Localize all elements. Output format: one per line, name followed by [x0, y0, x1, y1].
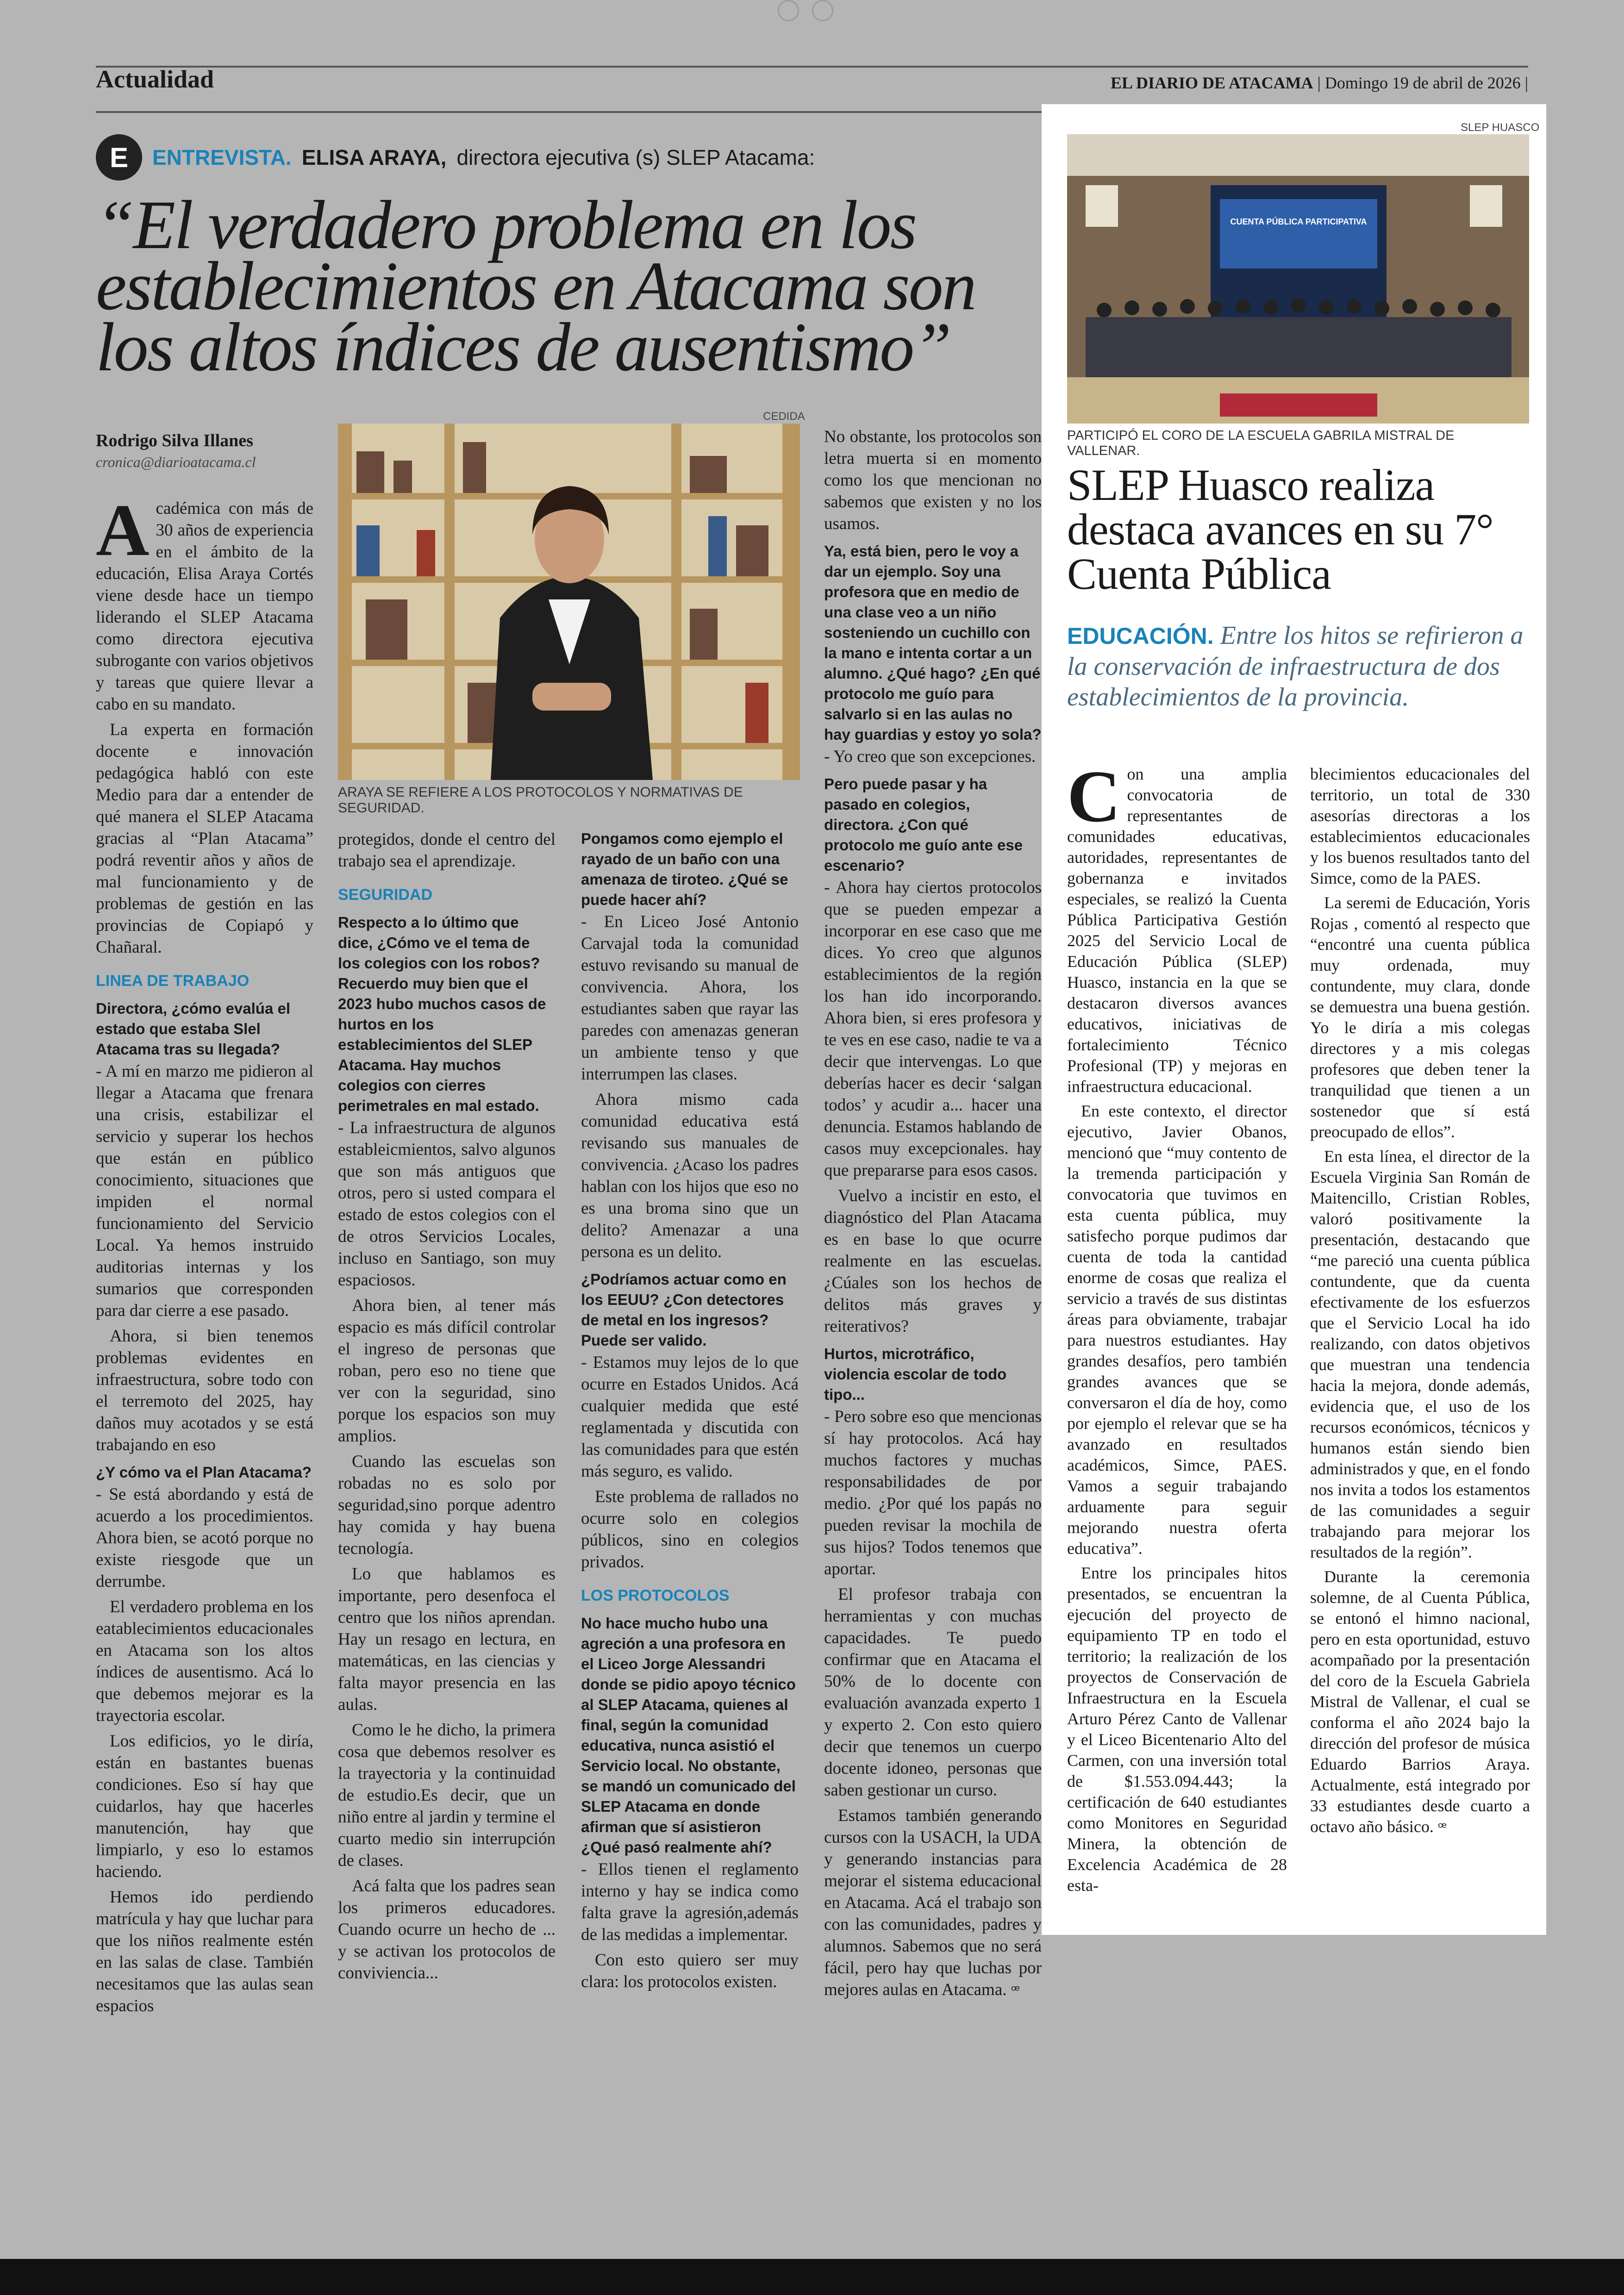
side-kicker: EDUCACIÓN.	[1067, 623, 1214, 649]
paragraph: - En Liceo José Antonio Carvajal toda la comunidad estuvo revisando su manual de convivencia. Ahora, los estudiantes saben que rayar las paredes con amenazas generan un ambiente tenso y que interrumpen las clases.	[581, 912, 799, 1084]
question: Ya, está bien, pero le voy a dar un ejemplo. Soy una profesora que en medio de una clase veo a un niño sosteniendo un cuchillo con la mano e intenta cortar a un alumno. ¿Qué hago? ¿En qué protocolo me guío para salvarlo si en las aulas no hay guardias y estoy yo sola?	[824, 543, 1042, 743]
interview-column-4	[824, 426, 1042, 2005]
end-mark-icon: ꟹ	[1011, 1983, 1020, 1998]
paragraph: Con esto quiero ser muy clara: los protocolos existen.	[581, 1951, 799, 1991]
group-photo-image	[1067, 134, 1529, 424]
photo-caption: ARAYA SE REFIERE A LOS PROTOCOLOS Y NORMATIVAS DE SEGURIDAD.	[338, 785, 743, 816]
end-mark-icon: ꟹ	[1437, 1820, 1447, 1835]
side-photo	[1067, 134, 1529, 424]
paragraph: Acá falta que los padres sean los primeros educadores. Cuando ocurre un hecho de ... y se activan los protocolos de conviviencia...	[338, 1877, 556, 1983]
paragraph	[824, 1805, 1042, 2002]
paragraph: Como le he dicho, la primera cosa que debemos resolver es la trayectoria y la continuidad de estudio.Es decir, que un niño entre al jardin y termine el cuarto medio sin interrupción de clases.	[338, 1721, 556, 1870]
paragraph-text: Durante la ceremonia solemne, de al Cuenta Pública, se entonó el himno nacional, pero en esta oportunidad, estuvo acompañado por la presentación del coro de la Escuela Gabriela Mistral de Vallenar, el cual se conforma el año 2024 bajo la dirección del profesor de música Eduardo Barrios Araya. Actualmente, está integrado por 33 estudiantes desde cuarto a octavo año básico.	[1310, 1567, 1530, 1836]
side-column-2	[1310, 764, 1530, 1842]
viewer-bottom-bar	[0, 2259, 1624, 2295]
paragraph: - A mí en marzo me pidieron al llegar a Atacama que frenara una crisis, estabilizar el servicio y superar los hechos que están en público conocimiento, situaciones que impiden el normal funcionamiento del Servicio Local. Ya hemos instruido auditorias internas y los sumarios que corresponden para dar cierre a ese pasado.	[96, 1062, 313, 1320]
author-name: Rodrigo Silva Illanes	[96, 431, 253, 450]
interview-column-1	[96, 489, 313, 2021]
dropcap: C	[1067, 755, 1121, 837]
photo-credit: CEDIDA	[763, 410, 805, 423]
side-photo-caption: PARTICIPÓ EL CORO DE LA ESCUELA GABRILA MISTRAL DE VALLENAR.	[1067, 428, 1455, 458]
paragraph: cadémica con más de 30 años de experiencia en el ámbito de la educación, Elisa Araya Cortés viene desde hace un tiempo liderando el SLEP Atacama como directora ejecutiva subrogante con varios objetivos y tareas que quiere llevar a cabo en su mandato.	[96, 499, 313, 714]
dropcap: A	[96, 489, 150, 571]
side-lead	[1067, 620, 1530, 712]
subhead: LOS PROTOCOLOS	[581, 1587, 730, 1604]
newspaper-name: EL DIARIO DE ATACAMA	[1110, 74, 1313, 92]
paragraph: La experta en formación docente e innovación pedagógica habló con este Medio para dar a entender de qué manera el SLEP Atacama gracias al “Plan Atacama” podrá reventir años y años de mal funcionamiento y de problemas de gestión en las provincias de Copiapó y Chañaral.	[96, 720, 313, 957]
paragraph: - Yo creo que son excepciones.	[824, 747, 1036, 766]
paragraph: - Estamos muy lejos de lo que ocurre en Estados Unidos. Acá cualquier medida que esté reglamentada y discutida con las comunidades para que estén más seguro, es valido.	[581, 1353, 799, 1481]
prev-page-icon[interactable]	[778, 0, 799, 21]
interview-photo	[338, 424, 800, 780]
paragraph: on una amplia convocatoria de representantes de comunidades educativas, autoridades, representantes de gobernanza e invitados especiales, se realizó la Cuenta Pública Participativa Gestión 2025 del Servicio Local de Educación Pública (SLEP) Huasco, instancia en la que se destacaron diversos avances educativos, iniciativas de fortalecimiento Técnico Profesional (TP) y mejoras en infraestructura educacional.	[1067, 765, 1287, 1096]
interviewee-name: ELISA ARAYA,	[301, 145, 447, 169]
section-label: Actualidad	[96, 65, 214, 93]
question: Pongamos como ejemplo el rayado de un baño con una amenaza de tiroteo. ¿Qué se puede hacer ahí?	[581, 830, 788, 908]
question: Pero puede pasar y ha pasado en colegios, directora. ¿Con qué protocolo me guío ante ese escenario?	[824, 775, 1023, 874]
paragraph: En esta línea, el director de la Escuela Virginia San Román de Maitencillo, Cristian Robles, valoró positivamente la presentación, destacando que “me pareció una cuenta pública contundente, que da cuenta efectivamente de los esfuerzos que el Servicio Local ha ido realizando, con datos objetivos que muestran una tendencia hacia la mejora, donde además, evidencia que, el uso de los recursos económicos, técnicos y humanos están siendo bien administrados y que, en el fondo nos invita a todos los estamentos de las comunidades a seguir trabajando para mejorar los resultados de la región”.	[1310, 1147, 1530, 1561]
paragraph: Entre los principales hitos presentados, se encuentran la ejecución del proyecto de equipamiento TP en todo el territorio; la realización de los proyectos de Conservación de Infraestructura en la Escuela Arturo Pérez Canto de Vallenar y el Liceo Bicentenario Alto del Carmen, con una inversión total de $1.553.094.443; la certificación de 640 estudiantes como Monitores en Seguridad Minera, la obtención de Excelencia Académica de 28 esta-	[1067, 1564, 1287, 1895]
side-lead-text: Entre los hitos se refirieron a la conservación de infraestructura de dos establecimientos de la provincia.	[1067, 621, 1524, 711]
issue-date: | Domingo 19 de abril de 2026 |	[1317, 74, 1528, 92]
paragraph: Vuelvo a incistir en esto, el diagnóstico del Plan Atacama es en base lo que ocurre realmente en las escuelas. ¿Cúales son los hechos de delitos más graves y reiterativos?	[824, 1186, 1042, 1336]
masthead	[1111, 73, 1528, 93]
side-column-1	[1067, 755, 1287, 1900]
byline	[96, 430, 318, 471]
paragraph: Hemos ido perdiendo matrícula y hay que luchar para que los niños realmente estén en las salas de clase. También necesitamos que las aulas sean espacios	[96, 1888, 313, 2015]
paragraph: En este contexto, el director ejecutivo, Javier Obanos, mencionó que “muy contento de la tremenda participación y convocatoria que tuvimos en esta cuenta pública, muy satisfecho porque pudimos dar cuenta de toda la cantidad enorme de cosas que realiza el servicio a través de sus distintas áreas para obviamente, trabajar para nuestros estudiantes. Hay grandes desafíos, pero también grandes avances que se conversaron el día de hoy, como por ejemplo el relevar que se ha avanzado en resultados académicos, Simce, PAES. Vamos a seguir trabajando arduamente para seguir mejorando nuestra oferta educativa”.	[1067, 1102, 1287, 1558]
paragraph: - Ahora hay ciertos protocolos que se pueden empezar a incorporar en ese caso que me dices. Yo creo que algunos establecimientos de la región los han ido incorporando. Ahora bien, si eres profesora y te ves en ese caso, nadie te va a decir que intervengas. Lo que deberías hacer es decir ‘salgan todos’ y acudir a... hacer una denuncia. Estamos hablando de casos muy excepcionales. hay que prepararse para esos casos.	[824, 878, 1042, 1180]
interviewee-role: directora ejecutiva (s) SLEP Atacama:	[456, 145, 815, 169]
paragraph: Ahora bien, al tener más espacio es más difícil controlar el ingreso de personas que roban, pero eso no tiene que ver con la seguridad, sino porque los espacios son muy amplios.	[338, 1296, 556, 1446]
interview-kicker: ENTREVISTA.	[152, 145, 292, 169]
subhead: LINEA DE TRABAJO	[96, 972, 250, 990]
paragraph	[1310, 1566, 1530, 1838]
interview-column-3	[581, 829, 799, 1996]
interview-intro	[96, 134, 815, 181]
page-nav	[778, 0, 833, 21]
author-email: cronica@diarioatacama.cl	[96, 454, 256, 470]
paragraph: Cuando las escuelas son robadas no es solo por seguridad,sino porque adentro hay comida y hay buena tecnología.	[338, 1452, 556, 1558]
paragraph: Ahora mismo cada comunidad educativa está revisando sus manuales de convivencia. ¿Acaso los padres hablan con los hijos que eso no es una broma sino que un delito? Amenazar a una persona es un delito.	[581, 1090, 799, 1261]
screen-banner-text: CUENTA PÚBLICA PARTICIPATIVA	[1230, 217, 1367, 226]
paragraph: No obstante, los protocolos son letra muerta si en momento como los que mencionan no sabemos que existen y no los usamos.	[824, 427, 1042, 533]
paragraph: El profesor trabaja con herramientas y con muchas capacidades. Te puedo confirmar que en Atacama el 50% de lo docente con evaluación avanzada experto 1 y experto 2. Con esto quiero decir que tenemos un cuerpo docente idoneo, personas que saben gestionar un curso.	[824, 1585, 1042, 1800]
paragraph: blecimientos educacionales del territorio, un total de 330 asesorías directoras a los establecimientos educacionales y los buenos resultados tanto del Simce, como de la PAES.	[1310, 765, 1530, 887]
interview-badge: E	[96, 134, 142, 181]
question: Respecto a lo último que dice, ¿Cómo ve el tema de los colegios con los robos? Recuerdo muy bien que el 2023 hubo muchos casos de hurtos en los establecimientos del SLEP Atacama. Hay muchos colegios con cierres perimetrales en mal estado.	[338, 914, 546, 1114]
question: Directora, ¿cómo evalúa el estado que estaba Slel Atacama tras su llegada?	[96, 1000, 290, 1058]
side-photo-credit: SLEP HUASCO	[1461, 121, 1540, 134]
paragraph: - La infraestructura de algunos estableicmientos, salvo algunos que son más antiguos que otros, pero si usted compara el estado de estos colegios con el de otros Servicios Locales, incluso en Santiago, son muy espaciosos.	[338, 1118, 556, 1290]
paragraph: Ahora, si bien tenemos problemas evidentes en infraestructura, sobre todo con el terremoto del 2025, hay daños muy acotados y se está trabajando en eso	[96, 1327, 313, 1454]
paragraph: Este problema de rallados no ocurre solo en colegios públicos, sino en colegios privados.	[581, 1487, 799, 1572]
paragraph: La seremi de Educación, Yoris Rojas , comentó al respecto que “encontré una cuenta pública muy ordenada, muy contundente, muy clara, donde se demuestra una buena gestión. Yo le diría a mis colegas directores y a mis colegas profesores que deben tener la tranquilidad que tienen a un sostenedor que sí está preocupado de ellos”.	[1310, 893, 1530, 1141]
bookshelf-portrait-image	[338, 424, 800, 780]
question: Hurtos, microtráfico, violencia escolar de todo tipo...	[824, 1345, 1007, 1403]
header-rule-top	[96, 66, 1528, 68]
paragraph-text: Estamos también generando cursos con la USACH, la UDA y generando instancias para mejorar el sistema educacional en Atacama. Acá el trabajo son con las comunidades, padres y alumnos. Sabemos que no será fácil, pero hay que luchas por mejores aulas en Atacama.	[824, 1806, 1042, 1999]
paragraph: protegidos, donde el centro del trabajo sea el aprendizaje.	[338, 830, 556, 871]
question: ¿Podríamos actuar como en los EEUU? ¿Con detectores de metal en los ingresos? Puede ser valido.	[581, 1271, 787, 1349]
interview-column-2	[338, 829, 556, 1988]
question: ¿Y cómo va el Plan Atacama?	[96, 1464, 312, 1481]
question: No hace mucho hubo una agreción a una profesora en el Liceo Jorge Alessandri donde se pidio apoyo técnico al SLEP Atacama, quienes al final, según la comunidad educativa, nunca asistió el Servicio local. No obstante, se mandó un comunicado del SLEP Atacama en donde afirman que sí asistieron ¿Qué pasó realmente ahí?	[581, 1615, 796, 1856]
paragraph: Lo que hablamos es importante, pero desenfoca el centro que los niños aprendan. Hay un resago en lectura, en matemáticas, en las ciencias y falta mayor presencia en las aulas.	[338, 1565, 556, 1714]
paragraph: - Se está abordando y está de acuerdo a los procedimientos. Ahora bien, se acotó porque no existe riesgode que un derrumbe.	[96, 1485, 313, 1591]
paragraph: - Pero sobre eso que mencionas sí hay protocolos. Acá hay muchos factores y muchas responsabilidades de por medio. ¿Por qué los papás no pueden revisar la mochila de sus hijos? Todos tenemos que aportar.	[824, 1407, 1042, 1578]
next-page-icon[interactable]	[812, 0, 833, 21]
paragraph: - Ellos tienen el reglamento interno y hay se indica como falta grave la agresión,además de las medidas a implementar.	[581, 1860, 799, 1944]
paragraph: El verdadero problema en los eatablecimientos educacionales en Atacama son los altos índices de ausentismo. Acá lo que debemos mejorar es la trayectoria escolar.	[96, 1597, 313, 1725]
paragraph: Los edificios, yo le diría, están en bastantes buenas condiciones. Eso sí hay que cuidarlos, hay que hacerles manutención, hay que limpiarlo, y eso lo estamos haciendo.	[96, 1732, 313, 1881]
interview-headline: “El verdadero problema en los establecimientos en Atacama son los altos índices de ausentismo”	[96, 187, 975, 386]
subhead: SEGURIDAD	[338, 886, 433, 904]
side-headline: SLEP Huasco realiza destaca avances en su 7° Cuenta Pública	[1067, 460, 1493, 599]
